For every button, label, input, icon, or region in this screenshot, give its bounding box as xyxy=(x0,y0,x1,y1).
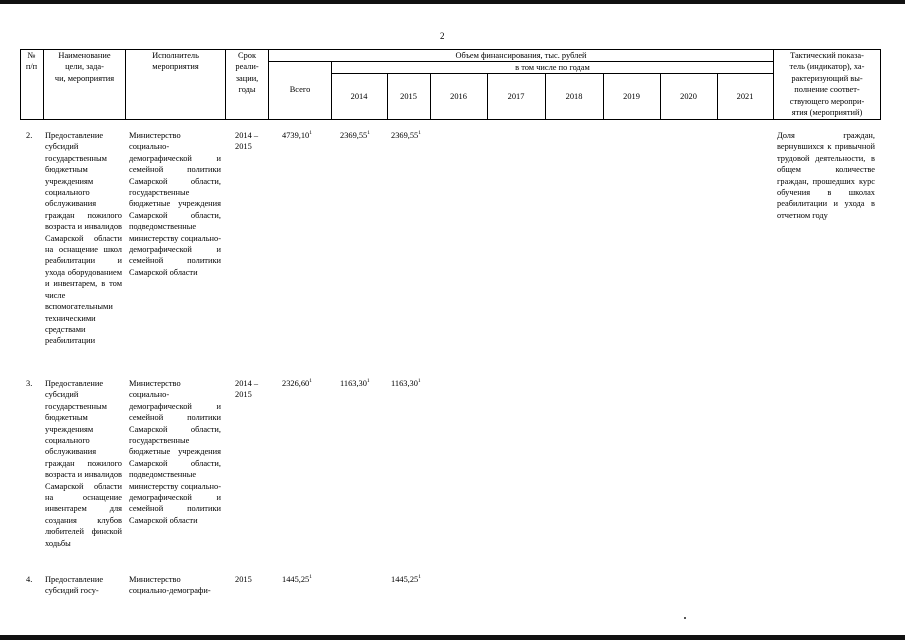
row-executor: Министерство социально-демографической и семейной политики Самарской области, государственные бюджетные учреждения Самарской области, подведомственные министерству социально-демографической и семейной политики Самарской области xyxy=(129,379,221,525)
row-2014: 1163,30$^1$ xyxy=(340,378,370,388)
header-year: 2019 xyxy=(623,92,640,101)
row-number: 2. xyxy=(26,131,33,140)
header-year: 2014 xyxy=(350,92,368,101)
scan-top-border xyxy=(0,0,905,4)
row-2015: 1163,30$^1$ xyxy=(391,378,421,388)
row-number: 4. xyxy=(26,575,33,584)
row-total: 2326,60$^1$ xyxy=(282,378,312,388)
row-2015: 2369,55$^1$ xyxy=(391,130,421,140)
row-indicator: Доля граждан, вернувшихся к привычной трудовой деятельности, в общем количестве граждан, прошедших курс обучения в школах реабилитации и ухода в отчетном году xyxy=(777,131,875,220)
row-measure-name: Предоставление субсидий государственным бюджетным учреждениям социального обслуживания граждан пожилого возраста и инвалидов Самарской области на оснащение инвентарем для создания клубов любителей финской ходьбы xyxy=(45,379,122,548)
header-term: Срок реали- зации, годы xyxy=(235,51,259,95)
header-executor: Исполнитель мероприятия xyxy=(152,51,199,72)
header-indicator: Тактический показа- тель (индикатор), ха- рактеризующий вы- полнение соответ- ствующего меропри- ятия (мероприятий) xyxy=(789,51,865,118)
header-year: 2016 xyxy=(450,92,467,101)
page-number: 2 xyxy=(440,31,445,41)
row-2015: 1445,25$^1$ xyxy=(391,574,421,584)
row-term: 2015 xyxy=(235,575,252,584)
scan-speck xyxy=(684,617,686,619)
row-term: 2014 – 2015 xyxy=(235,379,259,400)
header-num: № п/п xyxy=(25,51,38,72)
row-total: 1445,25$^1$ xyxy=(282,574,312,584)
row-number: 3. xyxy=(26,379,33,388)
header-funding: Объем финансирования, тыс. рублей xyxy=(455,51,587,60)
row-measure-name: Предоставление субсидий госу- xyxy=(45,575,104,596)
header-year: 2020 xyxy=(680,92,697,101)
header-year: 2017 xyxy=(507,92,525,101)
row-executor: Министерство социально-демографической и семейной политики Самарской области, государственные бюджетные учреждения Самарской области, подведомственные министерству социально-демографической и семейной политики Самарской области xyxy=(129,131,221,277)
row-measure-name: Предоставление субсидий государственным бюджетным учреждениям социального обслуживания граждан пожилого возраста и инвалидов Самарской области на оснащение школ реабилитации и ухода оборудованием и инвентарем, в том числе вспомогательными техническими средствами реабилитации xyxy=(45,131,122,346)
row-executor: Министерство социально-демографи- xyxy=(129,575,211,596)
header-by-years: в том числе по годам xyxy=(515,63,590,72)
row-2014: 2369,55$^1$ xyxy=(340,130,370,140)
header-year: 2018 xyxy=(565,92,583,101)
row-term: 2014 – 2015 xyxy=(235,131,259,152)
row-total: 4739,10$^1$ xyxy=(282,130,312,140)
scan-bottom-border xyxy=(0,635,905,640)
header-year: 2015 xyxy=(400,92,417,101)
header-total: Всего xyxy=(289,85,311,94)
header-name: Наименование цели, зада- чи, мероприятия xyxy=(54,51,115,83)
header-year: 2021 xyxy=(736,92,754,101)
